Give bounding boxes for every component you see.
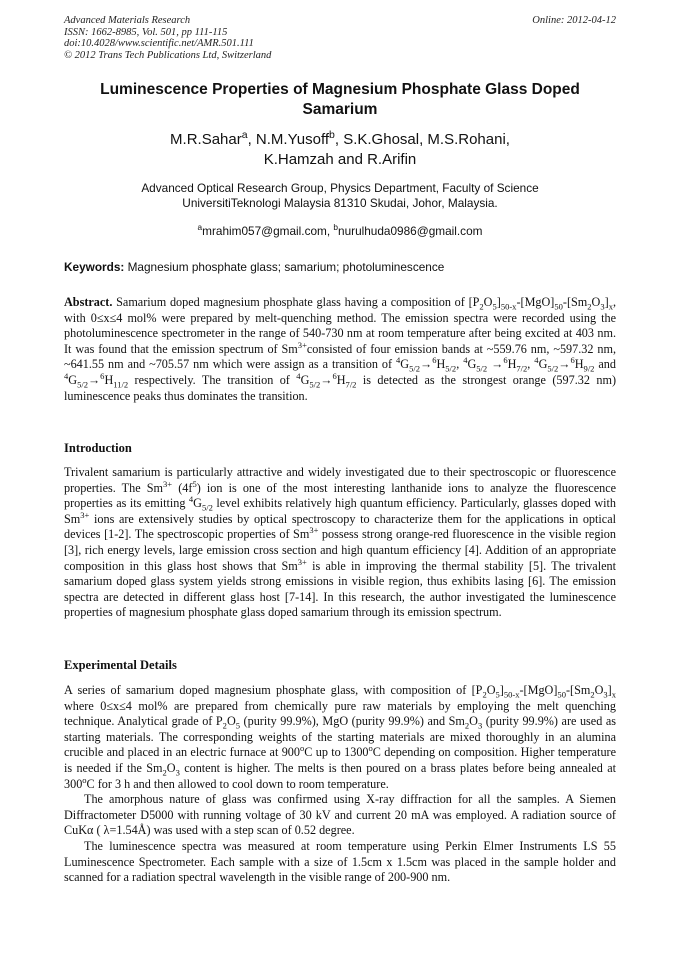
keywords bbox=[64, 260, 616, 275]
author-names: K.Hamzah and R.Arifin bbox=[263, 151, 417, 168]
section-heading-introduction: Introduction bbox=[64, 441, 132, 455]
copyright-line: © 2012 Trans Tech Publications Ltd, Switzerland bbox=[64, 49, 272, 61]
journal-header bbox=[64, 15, 616, 61]
email: mrahim057@gmail.com, bbox=[202, 224, 334, 238]
experimental-paragraph: A series of samarium doped magnesium phosphate glass, with composition of $[P_2O_5]_{50-x}-[MgO]_{50}-[Sm_2O_3]_x$ where 0≤x≤4 mol% are prepared from chemically pure raw materials by employing the melt quenching technique. Analytical grade of $P_2O_5$ (purity 99.9%), MgO (purity 99.9%) and $Sm_2O_3$ (purity 99.9%) are used as starting materials. The corresponding weights of the starting materials are mixed thoroughly in an alumina crucible and placed in an electric furnace at 900$^o$C up to 1300$^o$C depending on composition. Higher temperature is needed if the $Sm_2O_3$ content is higher. The melts is then poured on a brass plates before being annealed at 300$^o$C for 3 h and then allowed to cool down to room temperature. bbox=[64, 683, 617, 791]
email-marker: a bbox=[197, 223, 203, 233]
email-marker: b bbox=[333, 223, 339, 233]
author-emails bbox=[64, 224, 616, 239]
affiliation-marker: b bbox=[329, 129, 335, 141]
issn-line: ISSN: 1662-8985, Vol. 501, pp 111-115 bbox=[64, 26, 228, 38]
affiliation-line: Advanced Optical Research Group, Physics Department, Faculty of Science bbox=[141, 181, 539, 195]
keywords-text: Magnesium phosphate glass; samarium; photoluminescence bbox=[124, 260, 445, 274]
doi-line: doi:10.4028/www.scientific.net/AMR.501.111 bbox=[64, 38, 254, 49]
affiliation-marker: a bbox=[241, 129, 248, 141]
introduction-paragraph: Trivalent samarium is particularly attractive and widely investigated due to their spectroscopic or fluorescence properties. The $Sm^{3+}$ $(4f^5)$ ion is one of the most interesting lanthanide ions to analyze the fluorescence properties as its emitting $^4G_{5/2}$ level exhibits relatively high quantum efficiency. Particularly, glasses doped with $Sm^{3+}$ ions are extensively studies by optical spectroscopy to characterize them for the applications in optical devices [1-2]. The spectroscopic properties of $Sm^{3+}$ possess strong orange-red fluorescence in the visible region [3], rich energy levels, large emission cross section and high quantum efficiency [4]. Addition of an appropriate composition in this glass host shows that $Sm^{3+}$ is able in improving the thermal stability [5]. The trivalent samarium doped glass system yields strong emissions in visible region, thus exhibits lasing [6]. The emission spectra are detected in different glass host [7-14]. In this research, the author investigated the luminescence properties of magnesium phosphate glass doped samarium through its emission spectrum. bbox=[64, 465, 617, 620]
affiliation-line: UniversitiTeknologi Malaysia 81310 Skudai, Johor, Malaysia. bbox=[182, 196, 498, 210]
journal-name: Advanced Materials Research bbox=[64, 15, 191, 26]
experimental-paragraph: The luminescence spectra was measured at room temperature using Perkin Elmer Instruments LS 55 Luminescence Spectrometer. Each sample with a size of 1.5cm x 1.5cm was placed in the sample holder and scanned for a radiation spectral wavelength in the visible range of 200-900 nm. bbox=[64, 838, 616, 885]
affiliation bbox=[64, 181, 616, 211]
section-heading-experimental: Experimental Details bbox=[64, 658, 177, 672]
author-name: M.R.Sahar bbox=[170, 131, 242, 148]
experimental-paragraph: The amorphous nature of glass was confirmed using X-ray diffraction for all the samples. A Siemen Diffractometer D5000 with running voltage of 30 kV and current 20 mA was employed. A radiation source of CuKα ( λ=1.54Å) was used with a step scan of 0.52 degree. bbox=[64, 792, 616, 838]
abstract-label: Abstract. bbox=[64, 295, 113, 309]
author-name: , N.M.Yusoff bbox=[247, 131, 330, 148]
author-list bbox=[64, 130, 616, 170]
paper-title: Luminescence Properties of Magnesium Phosphate Glass Doped Samarium bbox=[100, 81, 580, 118]
abstract: Abstract. Samarium doped magnesium phosphate glass having a composition of $[P_2O_5]_{50-x}-[MgO]_{50}-[Sm_2O_3]_x$, with 0≤x≤4 mol% were prepared by melt-quenching method. The emission spectra were recorded using the photoluminescence spectrometer in the range of 540-730 nm at room temperature after being excited at 403 nm. It was found that the emission spectrum of $Sm^{3+}consisted$ of four emission bands at ~559.76 nm, ~597.32 nm, ~641.55 nm and ~705.57 nm which were assign as a transition of $^4G_{5/2}\to^6H_{5/2}$, $^4G_{5/2} \to^6H_{7/2}$, $^4G_{5/2}\to^6H_{9/2}$ and $^4G_{5/2}\to^6H_{11/2}$ respectively. The transition of $^4G_{5/2}\to^6H_{7/2}$ is detected as the strongest orange (597.32 nm) luminescence peaks thus dominates the transition. bbox=[64, 295, 617, 403]
email: nurulhuda0986@gmail.com bbox=[338, 224, 483, 238]
keywords-label: Keywords: bbox=[64, 260, 125, 274]
online-date: Online: 2012-04-12 bbox=[532, 15, 616, 26]
author-names: , S.K.Ghosal, M.S.Rohani, bbox=[334, 131, 510, 148]
experimental-section bbox=[64, 683, 616, 886]
